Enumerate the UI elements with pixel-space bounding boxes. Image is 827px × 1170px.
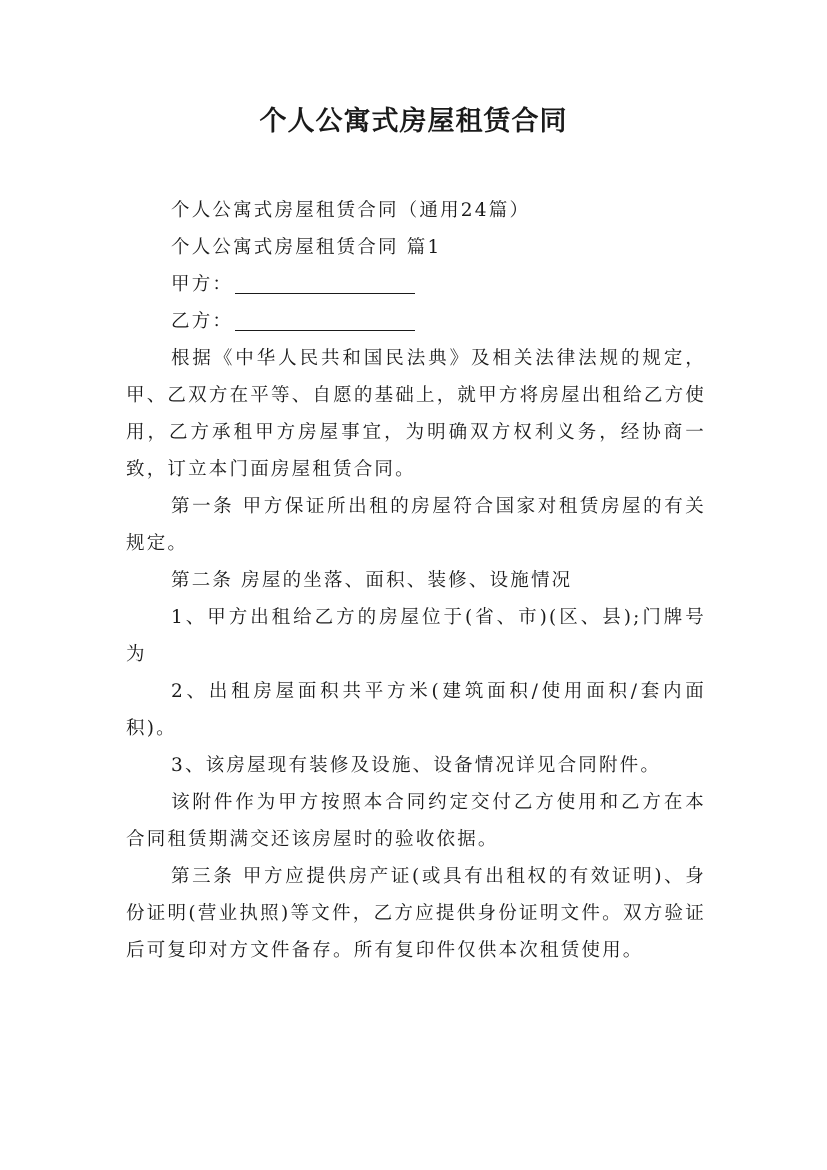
paragraph-article-2: 第二条 房屋的坐落、面积、装修、设施情况 <box>171 570 573 591</box>
paragraph-article-1: 第一条 甲方保证所出租的房屋符合国家对租赁房屋的有关规定。 <box>126 496 706 554</box>
paragraph-intro: 根据《中华人民共和国民法典》及相关法律法规的规定，甲、乙双方在平等、自愿的基础上，就甲方将房屋出租给乙方使用，乙方承租甲方房屋事宜，为明确双方权利义务，经协商一致，订立本门面房屋租赁合同。 <box>126 348 706 480</box>
paragraph-item-1: 1、甲方出租给乙方的房屋位于(省、市)(区、县);门牌号为 <box>126 607 706 665</box>
paragraph-annex: 该附件作为甲方按照本合同约定交付乙方使用和乙方在本合同租赁期满交还该房屋时的验收依据。 <box>126 792 706 850</box>
party-a-line <box>126 266 706 303</box>
paragraph-item-3: 3、该房屋现有装修及设施、设备情况详见合同附件。 <box>171 755 662 776</box>
party-a-blank <box>235 271 415 294</box>
section-heading: 个人公寓式房屋租赁合同 篇1 <box>171 237 442 258</box>
party-a-label: 甲方： <box>171 274 234 295</box>
paragraph-item-2: 2、出租房屋面积共平方米(建筑面积/使用面积/套内面积)。 <box>126 681 706 739</box>
party-b-line <box>126 303 706 340</box>
document-body <box>126 192 706 969</box>
party-b-blank <box>235 308 415 331</box>
paragraph-article-3: 第三条 甲方应提供房产证(或具有出租权的有效证明)、身份证明(营业执照)等文件，乙方应提供身份证明文件。双方验证后可复印对方文件备存。所有复印件仅供本次租赁使用。 <box>126 866 706 961</box>
party-b-label: 乙方： <box>171 311 234 332</box>
document-subtitle: 个人公寓式房屋租赁合同（通用24篇） <box>171 200 531 221</box>
document-title: 个人公寓式房屋租赁合同 <box>259 106 568 137</box>
